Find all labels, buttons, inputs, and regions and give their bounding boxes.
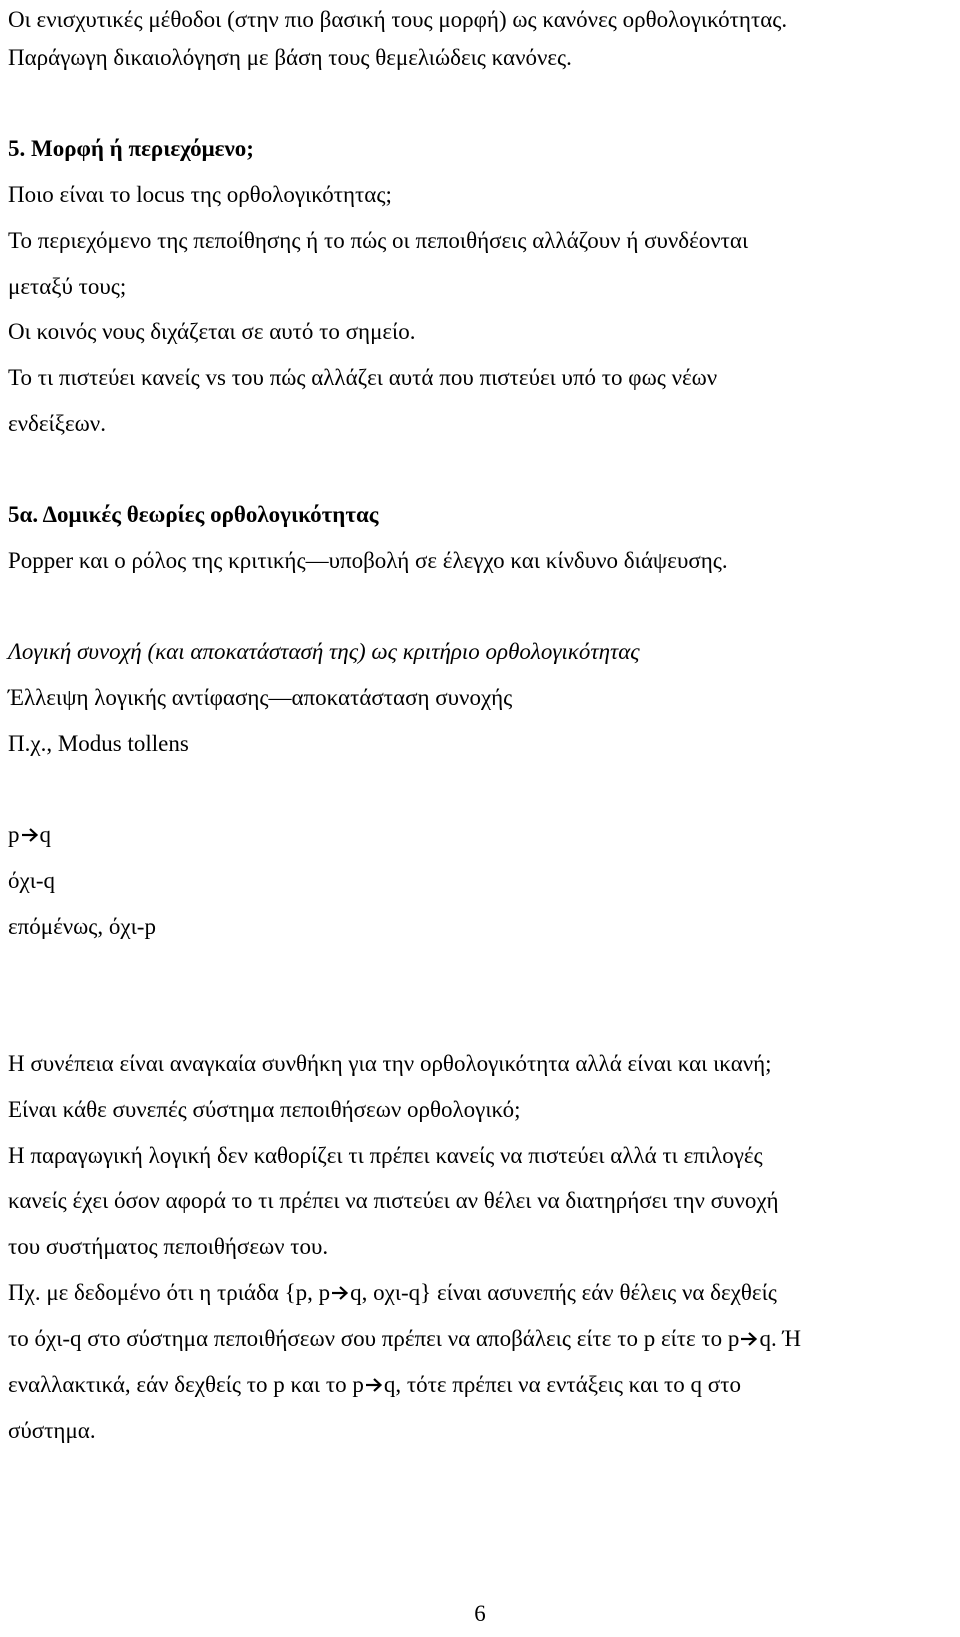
formula-text: p — [8, 822, 20, 847]
section-heading-5: 5. Μορφή ή περιεχόμενο; — [8, 136, 254, 161]
formula-premise-1 — [8, 821, 51, 849]
paragraph-line — [8, 1371, 741, 1399]
right-arrow-icon — [365, 1376, 383, 1394]
paragraph-line: Είναι κάθε συνεπές σύστημα πεποιθήσεων ορθολογικό; — [8, 1097, 521, 1122]
text-segment: q, οχι-q} είναι ασυνεπής εάν θέλεις να δεχθείς — [350, 1280, 777, 1305]
text-segment: Πχ. με δεδομένο ότι η τριάδα {p, p — [8, 1280, 331, 1305]
paragraph-line — [8, 1325, 801, 1353]
paragraph-line: Οι ενισχυτικές μέθοδοι (στην πιο βασική τους μορφή) ως κανόνες ορθολογικότητας. — [8, 7, 788, 32]
italic-subheading: Λογική συνοχή (και αποκατάστασή της) ως κριτήριο ορθολογικότητας — [8, 639, 640, 664]
paragraph-line: κανείς έχει όσον αφορά το τι πρέπει να πιστεύει αν θέλει να διατηρήσει την συνοχή — [8, 1188, 779, 1213]
formula-conclusion: επόμένως, όχι-p — [8, 914, 156, 939]
paragraph-line: Έλλειψη λογικής αντίφασης—αποκατάσταση συνοχής — [8, 685, 513, 710]
text-segment: το όχι-q στο σύστημα πεποιθήσεων σου πρέπει να αποβάλεις είτε το p είτε το p — [8, 1326, 740, 1351]
paragraph-line: του συστήματος πεποιθήσεων του. — [8, 1234, 329, 1259]
paragraph-line: μεταξύ τους; — [8, 274, 127, 299]
formula-premise-2: όχι-q — [8, 868, 56, 893]
formula-text: q — [39, 822, 51, 847]
paragraph-line: σύστημα. — [8, 1418, 96, 1443]
right-arrow-icon — [21, 826, 39, 844]
paragraph-line: Η συνέπεια είναι αναγκαία συνθήκη για την ορθολογικότητα αλλά είναι και ικανή; — [8, 1051, 772, 1076]
text-segment: q. Ή — [759, 1326, 802, 1351]
section-heading-5a: 5α. Δομικές θεωρίες ορθολογικότητας — [8, 502, 379, 527]
paragraph-line: Παράγωγη δικαιολόγηση με βάση τους θεμελιώδεις κανόνες. — [8, 45, 572, 70]
paragraph-line: Το περιεχόμενο της πεποίθησης ή το πώς οι πεποιθήσεις αλλάζουν ή συνδέονται — [8, 228, 749, 253]
page-number: 6 — [474, 1601, 486, 1626]
paragraph-line: Η παραγωγική λογική δεν καθορίζει τι πρέπει κανείς να πιστεύει αλλά τι επιλογές — [8, 1143, 763, 1168]
text-segment: εναλλακτικά, εάν δεχθείς το p και το p — [8, 1372, 364, 1397]
paragraph-line: Popper και ο ρόλος της κριτικής—υποβολή σε έλεγχο και κίνδυνο διάψευσης. — [8, 548, 728, 573]
right-arrow-icon — [331, 1284, 349, 1302]
text-segment: q, τότε πρέπει να εντάξεις και το q στο — [383, 1372, 741, 1397]
paragraph-line: ενδείξεων. — [8, 411, 106, 436]
paragraph-line — [8, 1279, 777, 1307]
right-arrow-icon — [740, 1330, 758, 1348]
paragraph-line: Π.χ., Modus tollens — [8, 731, 189, 756]
paragraph-line: Το τι πιστεύει κανείς vs του πώς αλλάζει αυτά που πιστεύει υπό το φως νέων — [8, 365, 718, 390]
paragraph-line: Οι κοινός νους διχάζεται σε αυτό το σημείο. — [8, 319, 416, 344]
paragraph-line: Ποιο είναι το locus της ορθολογικότητας; — [8, 182, 392, 207]
